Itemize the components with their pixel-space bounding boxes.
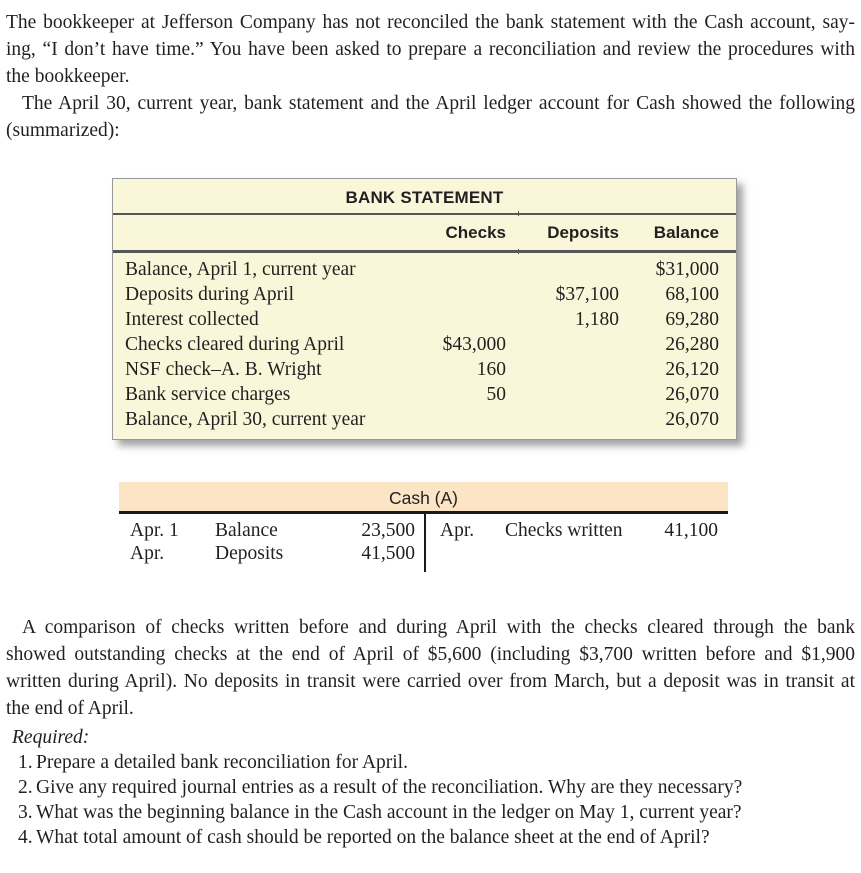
credit-entry [440, 519, 718, 542]
entry-desc: Deposits [215, 543, 284, 564]
item-number: 3. [18, 802, 33, 823]
entry-date: Apr. [130, 543, 165, 564]
balance-cell: 69,280 [665, 309, 719, 330]
balance-cell: $31,000 [655, 259, 719, 280]
column-rule-tick [518, 211, 519, 216]
row-label: Balance, April 1, current year [125, 259, 356, 280]
checks-cell: 50 [486, 384, 506, 405]
table-row [125, 332, 719, 357]
t-account-divider-line [424, 514, 426, 572]
entry-desc: Checks written [505, 520, 623, 541]
comparison-line: A comparison of checks written before and during April with the checks cleared through the bank [22, 617, 855, 638]
comparison-line: the end of April. [6, 698, 134, 719]
column-rule-tick [518, 249, 519, 254]
comparison-paragraph [0, 614, 861, 722]
item-number: 2. [18, 777, 33, 798]
credit-side [425, 519, 728, 565]
row-label: Balance, April 30, current year [125, 409, 366, 430]
item-text: What total amount of cash should be reported on the balance sheet at the end of April? [36, 827, 710, 848]
entry-amount: 41,100 [664, 520, 718, 541]
item-text: Give any required journal entries as a result of the reconciliation. Why are they necessary? [36, 777, 743, 798]
item-number: 1. [18, 752, 33, 773]
cash-t-account [119, 482, 728, 565]
entry-amount: 23,500 [361, 520, 415, 541]
row-label: Bank service charges [125, 384, 291, 405]
required-item [6, 800, 855, 825]
deposits-cell: 1,180 [575, 309, 619, 330]
balance-cell: 26,280 [665, 334, 719, 355]
debit-side [119, 519, 425, 565]
item-number: 4. [18, 827, 33, 848]
balance-cell: 26,070 [665, 409, 719, 430]
column-header-balance: Balance [653, 222, 719, 242]
bank-statement-table [112, 178, 737, 440]
entry-amount: 41,500 [361, 543, 415, 564]
required-section [0, 726, 861, 850]
item-text: Prepare a detailed bank reconciliation for April. [36, 752, 408, 773]
table-row [125, 382, 719, 407]
bank-statement-title: BANK STATEMENT [113, 179, 736, 215]
cash-account-body [119, 514, 728, 565]
required-item [6, 750, 855, 775]
deposits-cell [506, 257, 619, 282]
checks-cell [418, 257, 506, 282]
column-header-deposits: Deposits [547, 222, 619, 242]
debit-entry [130, 519, 415, 542]
entry-date: Apr. [440, 520, 475, 541]
deposits-cell [506, 382, 619, 407]
intro-line: (summarized): [6, 120, 120, 141]
checks-cell [418, 307, 506, 332]
entry-date: Apr. 1 [130, 520, 179, 541]
bank-statement-column-headers [113, 215, 736, 253]
row-label: Checks cleared during April [125, 334, 345, 355]
bank-statement-body [113, 253, 736, 439]
row-label: NSF check–A. B. Wright [125, 359, 322, 380]
table-row [125, 407, 719, 432]
checks-cell [418, 407, 506, 432]
checks-cell: $43,000 [442, 334, 506, 355]
comparison-line: showed outstanding checks at the end of April of $5,600 (including $3,700 written before and $1,900 [6, 644, 855, 665]
row-label: Interest collected [125, 309, 259, 330]
table-row [125, 257, 719, 282]
checks-cell [418, 282, 506, 307]
balance-cell: 68,100 [665, 284, 719, 305]
intro-line: the bookkeeper. [6, 66, 130, 87]
balance-cell: 26,070 [665, 384, 719, 405]
intro-paragraph [0, 9, 861, 144]
table-row [125, 282, 719, 307]
table-row [125, 357, 719, 382]
intro-line: The April 30, current year, bank statement and the April ledger account for Cash showed the following [22, 93, 855, 114]
debit-entry [130, 542, 415, 565]
row-label: Deposits during April [125, 284, 294, 305]
cash-account-title: Cash (A) [119, 482, 728, 514]
intro-line: ing, “I don’t have time.” You have been asked to prepare a reconciliation and review the procedures with [6, 39, 855, 60]
deposits-cell [506, 407, 619, 432]
checks-cell: 160 [476, 359, 506, 380]
intro-line: The bookkeeper at Jefferson Company has not reconciled the bank statement with the Cash account, say- [6, 12, 855, 33]
balance-cell: 26,120 [665, 359, 719, 380]
deposits-cell [506, 332, 619, 357]
required-item [6, 825, 855, 850]
required-item [6, 775, 855, 800]
required-label: Required: [12, 727, 90, 748]
column-header-checks: Checks [445, 222, 506, 242]
item-text: What was the beginning balance in the Cash account in the ledger on May 1, current year? [36, 802, 742, 823]
comparison-line: written during April). No deposits in transit were carried over from March, but a deposit was in transit at [6, 671, 855, 692]
deposits-cell: $37,100 [555, 284, 619, 305]
deposits-cell [506, 357, 619, 382]
entry-desc: Balance [215, 520, 278, 541]
table-row [125, 307, 719, 332]
